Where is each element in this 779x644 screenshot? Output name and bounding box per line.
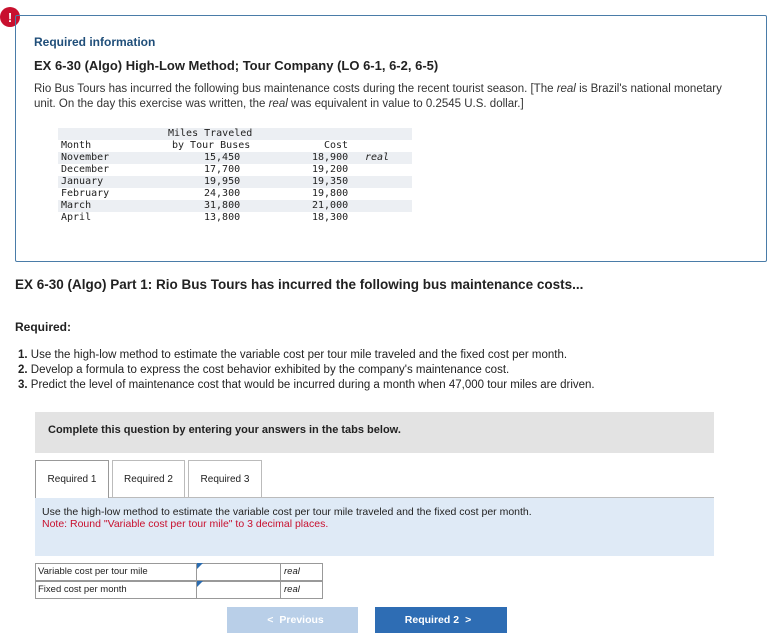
input-marker-icon (197, 581, 203, 587)
header-miles-line1: Miles Traveled (168, 128, 253, 139)
row-cost: 19,800 (312, 188, 349, 199)
tab-required-2[interactable]: Required 2 (112, 460, 185, 498)
row-miles: 19,950 (204, 176, 241, 187)
row-cost: 19,350 (312, 176, 349, 187)
row-month: January (61, 176, 104, 187)
desc-emphasis-2: real (268, 98, 288, 110)
exercise-description (34, 82, 734, 112)
chevron-left-icon: < (267, 614, 274, 626)
input-marker-icon (197, 563, 203, 569)
item-number: 1. (18, 349, 28, 361)
next-label: Required 2 (404, 614, 460, 626)
row-miles: 17,700 (204, 164, 241, 175)
desc-text-2: is Brazil's national monetary unit. On the day this exercise was written, the (34, 83, 722, 110)
complete-instructions-bar: Complete this question by entering your answers in the tabs below. (35, 412, 714, 453)
row-month: April (61, 212, 92, 223)
part-title: EX 6-30 (Algo) Part 1: Rio Bus Tours has incurred the following bus maintenance costs... (15, 277, 584, 292)
chevron-right-icon: > (465, 614, 472, 626)
row-month: February (61, 188, 110, 199)
header-miles-line2: by Tour Buses (172, 140, 251, 151)
exercise-title: EX 6-30 (Algo) High-Low Method; Tour Company (LO 6-1, 6-2, 6-5) (34, 58, 439, 73)
item-number: 3. (18, 379, 28, 391)
row-miles: 31,800 (204, 200, 241, 211)
row-month: November (61, 152, 110, 163)
row-cost: 18,900 (312, 152, 349, 163)
required-heading: Required: (15, 320, 72, 334)
row-miles: 13,800 (204, 212, 241, 223)
row-miles: 15,450 (204, 152, 241, 163)
header-month: Month (61, 140, 92, 151)
row-month: March (61, 200, 92, 211)
currency-label: real (365, 152, 390, 163)
row-miles: 24,300 (204, 188, 241, 199)
list-item (18, 348, 595, 363)
row-month: December (61, 164, 110, 175)
variable-cost-input[interactable] (197, 563, 281, 581)
list-item (18, 378, 595, 393)
desc-text-3: was equivalent in value to 0.2545 U.S. dollar.] (287, 98, 524, 110)
item-text: Predict the level of maintenance cost that would be incurred during a month when 47,000 tour miles are driven. (27, 379, 595, 391)
answer-label: Fixed cost per month (35, 581, 197, 599)
answer-label: Variable cost per tour mile (35, 563, 197, 581)
answer-unit: real (281, 581, 323, 599)
info-badge: ! (0, 7, 20, 27)
tab-required-1[interactable]: Required 1 (35, 460, 109, 498)
fixed-cost-input[interactable] (197, 581, 281, 599)
tab-required-3[interactable]: Required 3 (188, 460, 262, 498)
answer-unit: real (281, 563, 323, 581)
desc-emphasis-1: real (556, 83, 576, 95)
panel-instruction: Use the high-low method to estimate the variable cost per tour mile traveled and the fixed cost per month. (42, 506, 532, 518)
panel-note: Note: Round "Variable cost per tour mile" to 3 decimal places. (42, 518, 329, 530)
item-number: 2. (18, 364, 28, 376)
required-list (18, 348, 595, 393)
row-cost: 18,300 (312, 212, 349, 223)
row-cost: 19,200 (312, 164, 349, 175)
previous-button[interactable] (227, 607, 358, 633)
row-cost: 21,000 (312, 200, 349, 211)
item-text: Use the high-low method to estimate the variable cost per tour mile traveled and the fixed cost per month. (27, 349, 568, 361)
tab-panel (35, 498, 714, 556)
required-info-heading: Required information (34, 35, 156, 49)
header-cost: Cost (324, 140, 349, 151)
previous-label: Previous (279, 614, 324, 626)
next-required-2-button[interactable] (375, 607, 507, 633)
desc-text-1: Rio Bus Tours has incurred the following bus maintenance costs during the recent tourist season. [The (34, 83, 557, 95)
item-text: Develop a formula to express the cost behavior exhibited by the company's maintenance cost. (27, 364, 510, 376)
list-item (18, 363, 595, 378)
